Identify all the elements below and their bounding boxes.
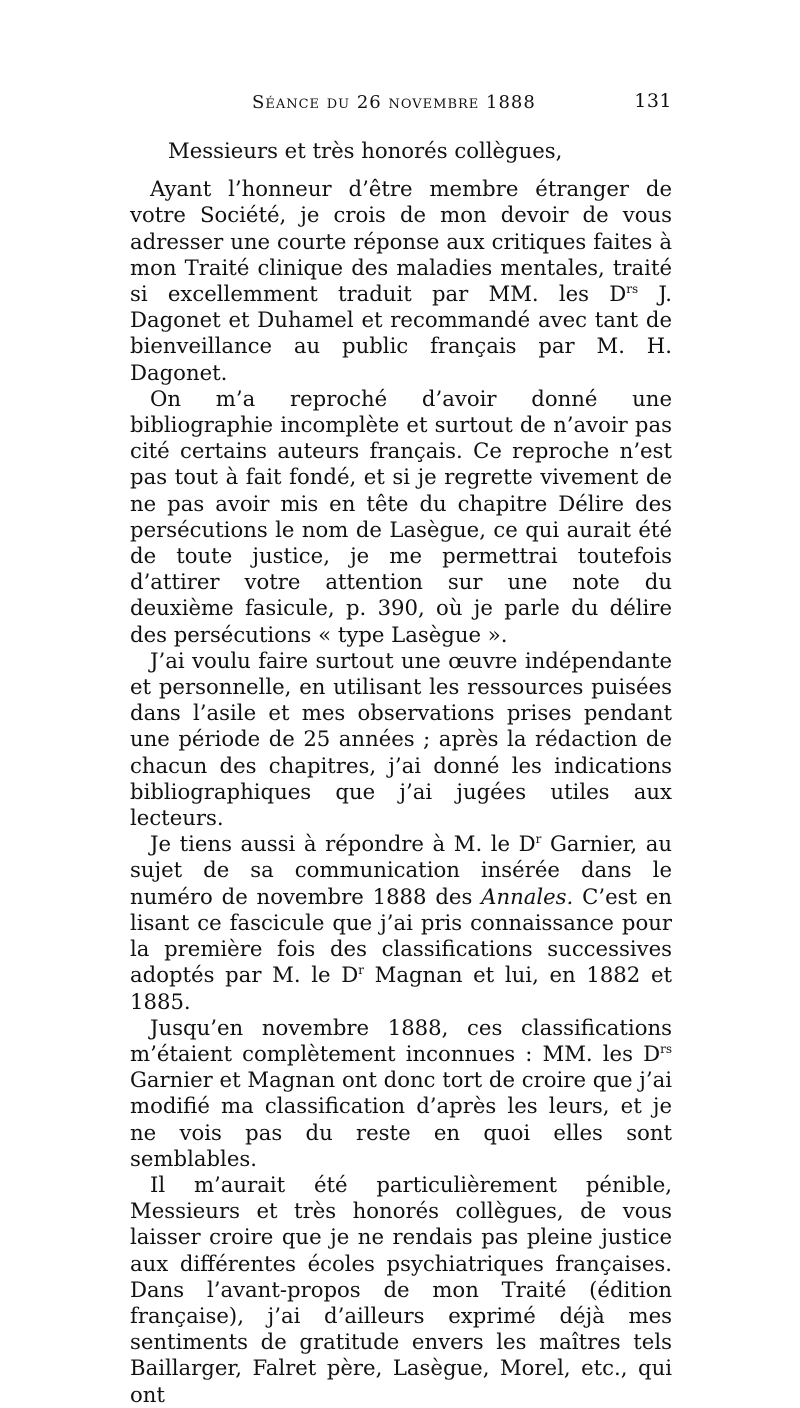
text-run: Ayant l’honneur d’être membre étranger de votre Société, je crois de mon devoir de vous adresser une courte réponse aux critiques faites à mon Traité clinique des maladies mentales, traité si excellemment traduit par MM. les D	[130, 176, 672, 307]
body-text	[130, 138, 672, 1408]
paragraph	[130, 1015, 672, 1172]
text-run: Il m’aurait été particulièrement pénible, Messieurs et très honorés collègues, de vous laisser croire que je ne rendais pas pleine justice aux différentes écoles psychiatriques françaises. Dans l’avant-propos de mon Traité (édition française), j’ai d’ailleurs exprimé déjà mes sentiments de gratitude envers les maîtres tels Baillarger, Falret père, Lasègue, Morel, etc., qui ont	[130, 1171, 672, 1407]
superscript: r	[358, 963, 364, 978]
running-title: Séance du 26 novembre 1888	[252, 92, 536, 113]
text-run: Garnier, au sujet de sa communication insérée dans le numéro de novembre 1888 des	[130, 831, 672, 909]
text-run: Magnan et lui, en 1882 et 1885.	[130, 962, 672, 1014]
salutation: Messieurs et très honorés collègues,	[168, 138, 563, 163]
superscript: rs	[626, 281, 639, 296]
text-run: Garnier et Magnan ont donc tort de croire que j’ai modifié ma classification d’après les leurs, et je ne vois pas du reste en quoi elles sont semblables.	[130, 1067, 672, 1171]
superscript: r	[535, 832, 542, 847]
text-run: J’ai voulu faire surtout une œuvre indépendante et personnelle, en utilisant les ressources puisées dans l’asile et mes observations prises pendant une période de 25 années ; après la rédaction de chacun des chapitres, j’ai donné les indications bibliographiques que j’ai jugées utiles aux lecteurs.	[130, 647, 672, 831]
italic-text: Annales.	[481, 883, 574, 909]
text-run: J. Dagonet et Duhamel et recommandé avec tant de bienveillance au public français par M. H. Dagonet.	[130, 281, 672, 385]
paragraph	[130, 386, 672, 648]
superscript: rs	[660, 1041, 672, 1056]
page-number: 131	[634, 90, 672, 112]
text-run: On m’a reproché d’avoir donné une bibliographie incomplète et surtout de n’avoir pas cité certains auteurs français. Ce reproche n’est pas tout à fait fondé, et si je regrette vivement de ne pas avoir mis en tête du chapitre Délire des persécutions le nom de Lasègue, ce qui aurait été de toute justice, je me permettrai toutefois d’attirer votre attention sur une note du deuxième fasicule, p. 390, où je parle du délire des persécutions « type Lasègue ».	[130, 385, 672, 647]
running-head	[130, 90, 672, 120]
paragraph	[130, 176, 672, 386]
book-page	[130, 90, 672, 1408]
paragraph	[130, 831, 672, 1014]
text-run: C’est en lisant ce fascicule que j’ai pris connaissance pour la première fois des classifications successives adoptés par M. le D	[130, 883, 672, 988]
paragraph	[130, 648, 672, 831]
paragraph	[130, 1172, 672, 1408]
paragraph-list	[130, 176, 672, 1408]
text-run: Je tiens aussi à répondre à M. le D	[150, 831, 536, 857]
text-run: Jusqu’en novembre 1888, ces classifications m’étaient complètement inconnues : MM. les D	[130, 1014, 672, 1066]
